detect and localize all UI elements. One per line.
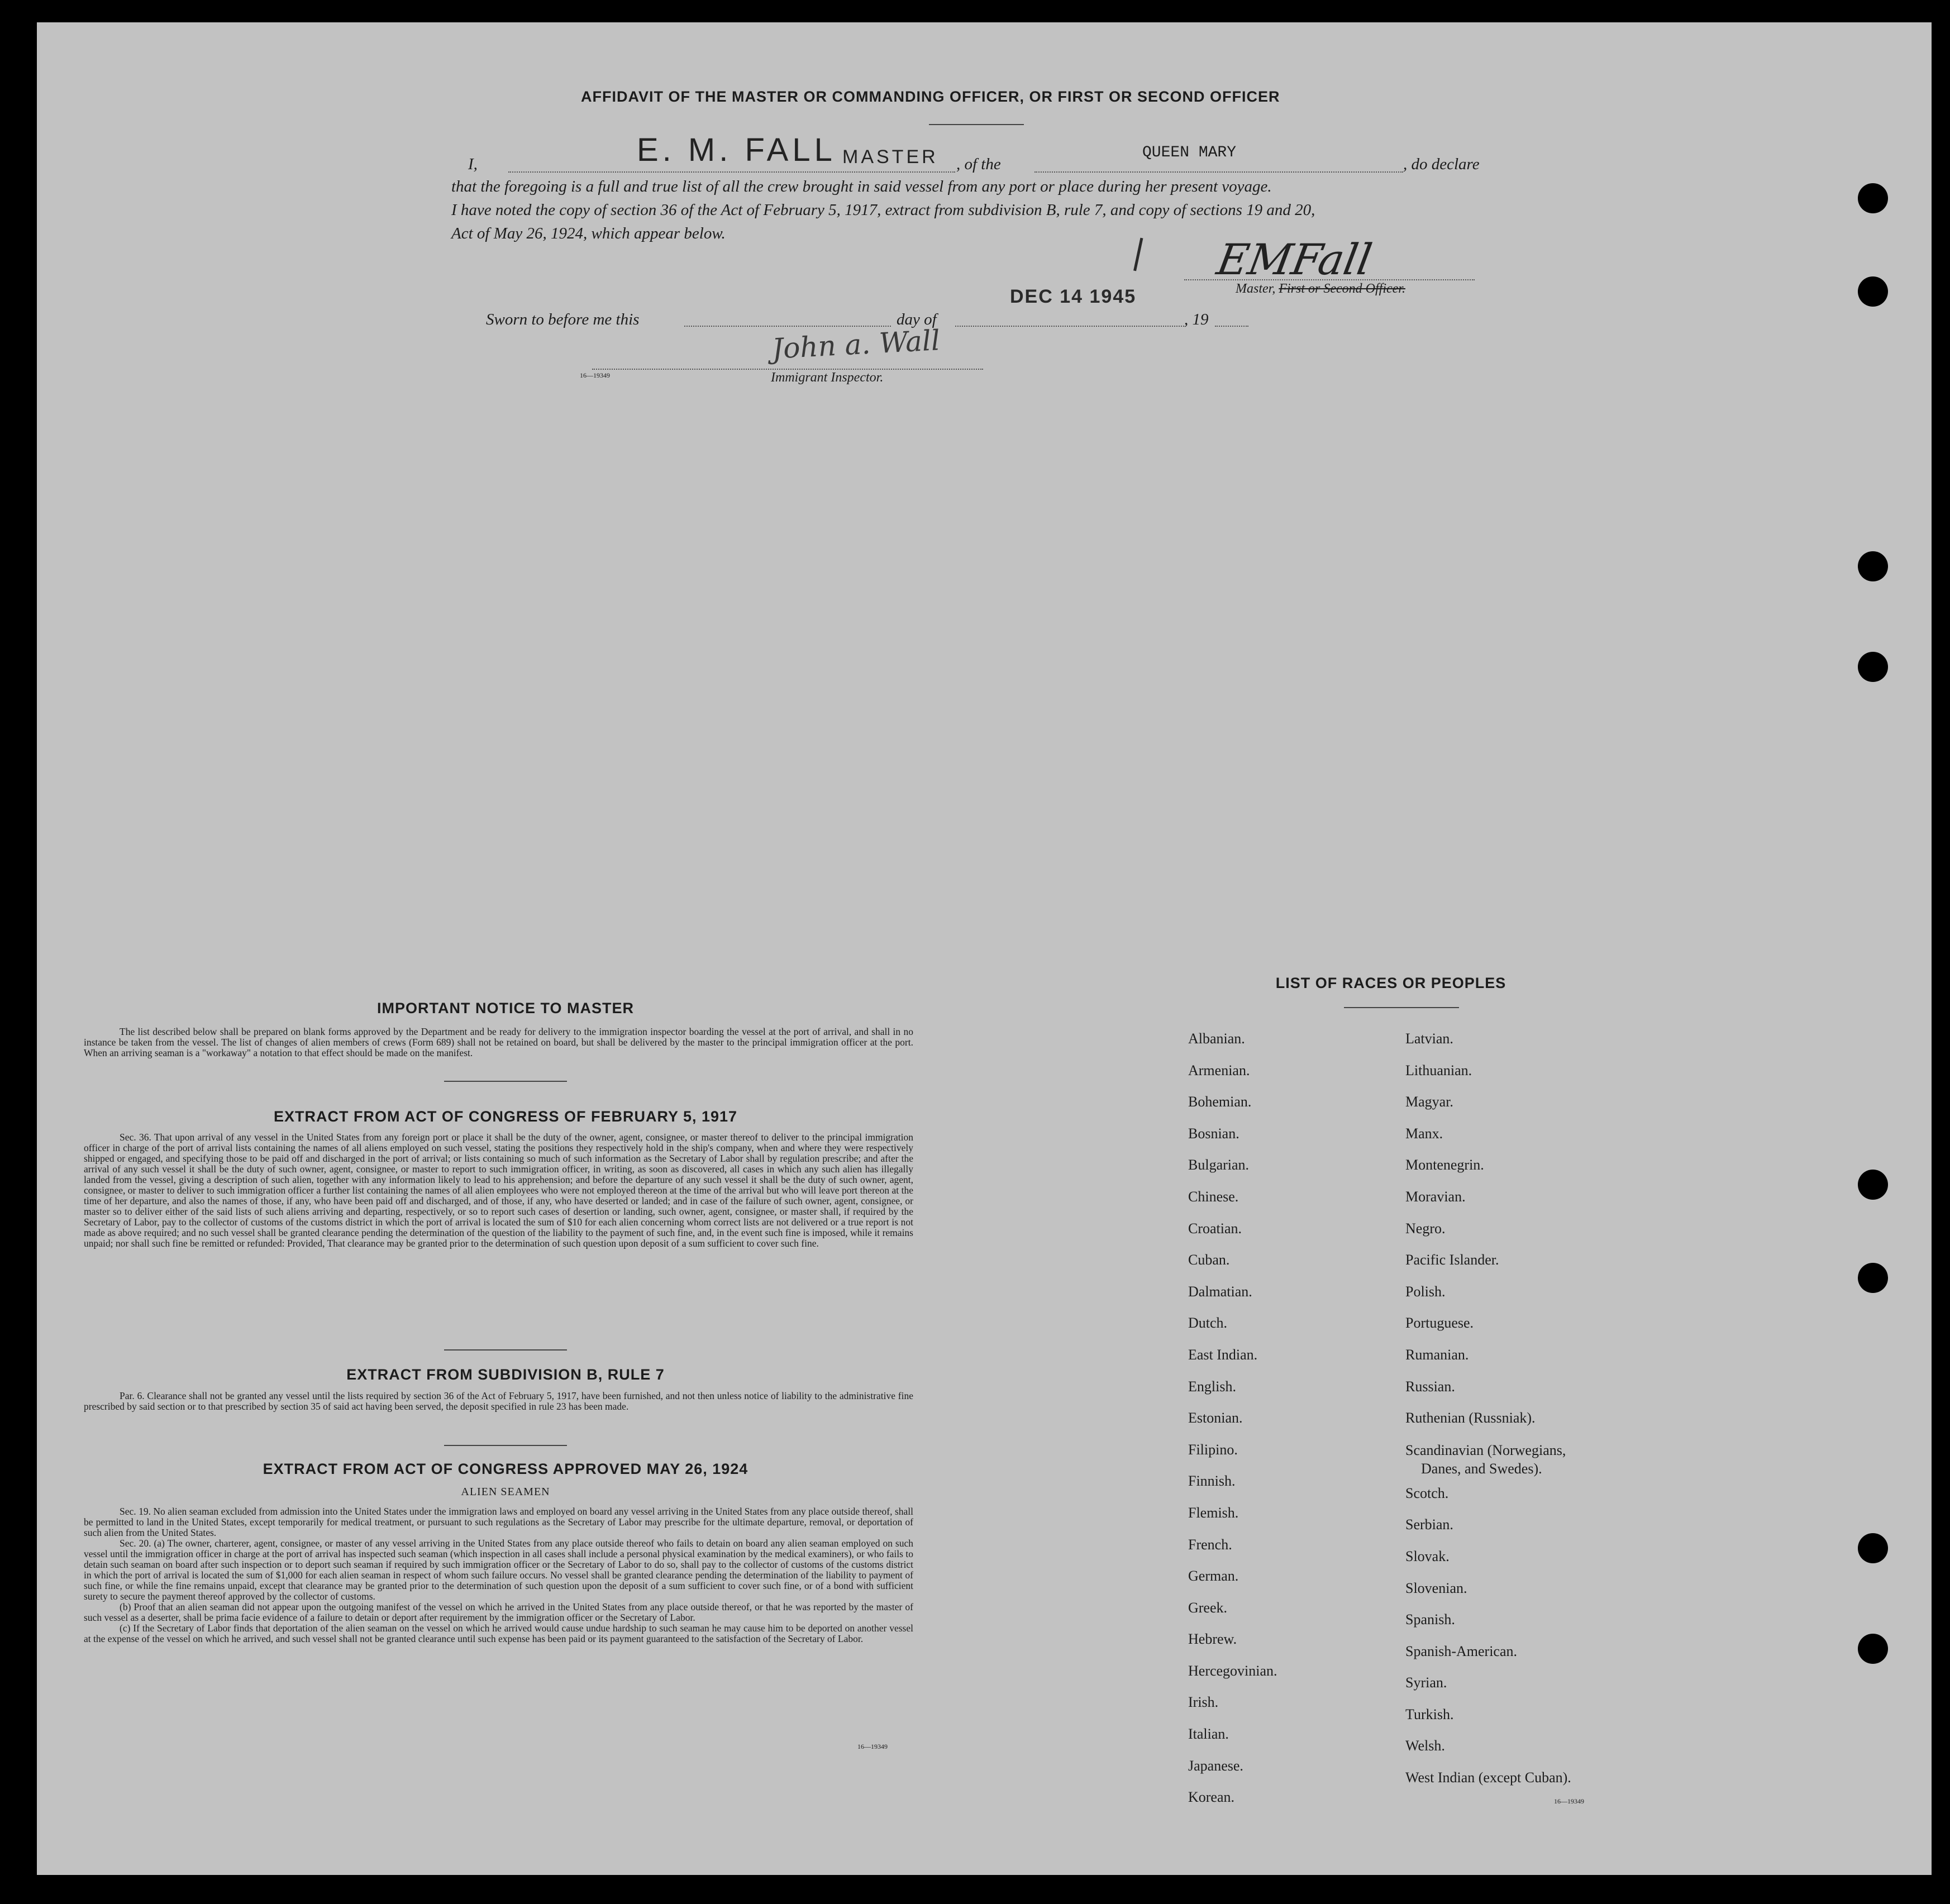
race-item: Syrian. xyxy=(1405,1674,1447,1691)
race-item: Serbian. xyxy=(1405,1516,1453,1533)
sec-20b: (b) Proof that an alien seaman did not appear upon the outgoing manifest of the vessel on which he arrived in the United States from any place outside thereof, or that he was reported by the master of such vessel as a deserter, shall be prima facie evidence of a failure to detain or deport after requirement by the immigration officer or the Secretary of Labor. xyxy=(84,1601,913,1623)
race-item: Slovenian. xyxy=(1405,1579,1467,1596)
race-item: Negro. xyxy=(1405,1220,1446,1237)
race-item: Portuguese. xyxy=(1405,1315,1474,1332)
sworn-day-of: day of xyxy=(897,311,937,328)
punch-hole xyxy=(1858,183,1888,213)
notice-body: The list described below shall be prepared on blank forms approved by the Department and be ready for delivery to the immigration inspector boarding the vessel at the port of arrival, and shall in no instance be taken from the vessel. The list of changes of alien members of crews (Form 689) shall not be retained on board, but shall be delivered by the master to the principal immigration officer at the port. When an arriving seaman is a "workaway" a notation to that effect should be made on the manifest. xyxy=(84,1026,913,1058)
race-item: Italian. xyxy=(1188,1726,1229,1743)
race-item: Estonian. xyxy=(1188,1410,1243,1426)
declaration-line-4: Act of May 26, 1924, which appear below. xyxy=(451,225,726,242)
form-number: 16—19349 xyxy=(580,371,610,379)
master-caption xyxy=(1236,281,1405,297)
race-item: Irish. xyxy=(1188,1694,1219,1711)
race-item: Cuban. xyxy=(1188,1252,1230,1268)
section-rule xyxy=(444,1349,567,1351)
extract-1924-heading: EXTRACT FROM ACT OF CONGRESS APPROVED MAY 26, 1924 xyxy=(263,1461,748,1477)
race-item: Polish. xyxy=(1405,1283,1446,1300)
punch-hole xyxy=(1858,551,1888,581)
race-item: Hebrew. xyxy=(1188,1631,1237,1648)
race-item: Albanian. xyxy=(1188,1030,1245,1047)
race-item: Scotch. xyxy=(1405,1485,1449,1501)
race-item: Ruthenian (Russniak). xyxy=(1405,1410,1536,1426)
affidavit-title: AFFIDAVIT OF THE MASTER OR COMMANDING OFFICER, OR FIRST OR SECOND OFFICER xyxy=(581,88,1280,105)
race-item: Filipino. xyxy=(1188,1441,1238,1458)
race-item: Hercegovinian. xyxy=(1188,1662,1277,1679)
race-item: Danes, and Swedes). xyxy=(1421,1460,1542,1477)
extract-1924-body xyxy=(84,1506,913,1644)
sworn-month-line xyxy=(955,326,1184,327)
race-item: Scandinavian (Norwegians, xyxy=(1405,1442,1566,1458)
race-item: East Indian. xyxy=(1188,1346,1258,1363)
race-item: Korean. xyxy=(1188,1789,1235,1806)
declaration-line-3: I have noted the copy of section 36 of the Act of February 5, 1917, extract from subdivision B, rule 7, and copy of sections 19 and 20, xyxy=(451,201,1315,219)
race-item: Montenegrin. xyxy=(1405,1157,1484,1173)
punch-hole xyxy=(1858,276,1888,307)
race-item: Bohemian. xyxy=(1188,1094,1252,1110)
section-rule xyxy=(444,1081,567,1082)
race-item: Spanish-American. xyxy=(1405,1643,1518,1659)
race-item: Lithuanian. xyxy=(1405,1062,1472,1079)
name-line xyxy=(508,171,955,173)
race-item: Bosnian. xyxy=(1188,1125,1239,1142)
date-stamp: DEC 14 1945 xyxy=(1010,286,1137,307)
inspector-line xyxy=(592,369,983,370)
punch-hole xyxy=(1858,1263,1888,1293)
master-rank: MASTER xyxy=(842,146,938,168)
race-item: Latvian. xyxy=(1405,1030,1453,1047)
sworn-year: , 19 xyxy=(1184,311,1209,328)
sec-20c: (c) If the Secretary of Labor finds that deportation of the alien seaman on the vessel on which he arrived would cause undue hardship to such seaman he may cause him to be deported on another vessel at the expense of the vessel on which he arrived, and such vessel shall not be granted clearance until such expense has been paid or its payment guaranteed to the satisfaction of the Secretary of Labor. xyxy=(84,1623,913,1644)
extract-rule7-body: Par. 6. Clearance shall not be granted any vessel until the lists required by section 36 of the Act of February 5, 1917, have been furnished, and not then unless notice of liability to the administrative fine prescribed by said section or to that prescribed by section 35 of said act having been served, the deposit specified in rule 23 has been made. xyxy=(84,1390,913,1412)
extract-1917-body: Sec. 36. That upon arrival of any vessel in the United States from any foreign port or place it shall be the duty of the owner, agent, consignee, or master thereof to deliver to the principal immigration officer in charge of the port of arrival lists containing the names of all aliens employed on such vessel, stating the positions they respectively hold in the ship's company, when and where they were respectively shipped or engaged, and specifying those to be paid off and discharged in the port of arrival; or lists containing so much of such information as the Secretary of Labor shall by regulation prescribe; and after the arrival of any such vessel it shall be the duty of such owner, agent, consignee, or master to report to such immigration officer, in writing, as soon as discovered, all cases in which any such alien has illegally landed from the vessel, giving a description of such alien, together with any information likely to lead to his apprehension; and before the departure of any such vessel it shall be the duty of such owner, agent, consignee, or master to deliver to such immigration officer a further list containing the names of all alien employees who were not employed thereon at the time of the arrival but who will leave port thereon at the time of her departure, and also the names of those, if any, who have been paid off and discharged, and of those, if any, who have deserted or landed; and in case of the failure of such owner, agent, consignee, or master so to deliver either of the said lists of such aliens arriving and departing, respectively, or so to report such cases of desertion or landing, such owner, agent, consignee, or master shall, if required by the Secretary of Labor, pay to the collector of customs of the customs district in which the port of arrival is located the sum of $10 for each alien concerning whom correct lists are not delivered or a true report is not made as above required; and no such vessel shall be granted clearance pending the determination of the question of the liability to the payment of such fine, and, in the event such fine is imposed, while it remains unpaid; nor shall such fine be remitted or refunded: Provided, That clearance may be granted prior to the determination of such question upon deposit of a sum sufficient to cover such fine. xyxy=(84,1132,913,1249)
race-item: German. xyxy=(1188,1568,1239,1585)
race-item: Greek. xyxy=(1188,1599,1228,1616)
sworn-prefix: Sworn to before me this xyxy=(486,311,640,328)
race-item: West Indian (except Cuban). xyxy=(1405,1769,1571,1786)
declaration-i: I, xyxy=(468,155,478,173)
declaration-do-declare: , do declare xyxy=(1403,155,1480,173)
sworn-year-line xyxy=(1215,326,1248,327)
race-item: Finnish. xyxy=(1188,1473,1236,1490)
race-item: Croatian. xyxy=(1188,1220,1242,1237)
race-item: Japanese. xyxy=(1188,1757,1243,1774)
race-item-multiline xyxy=(1405,1434,1571,1478)
title-rule xyxy=(929,124,1024,125)
race-item: Pacific Islander. xyxy=(1405,1252,1499,1268)
form-number: 16—19349 xyxy=(857,1743,888,1750)
declaration-of-the: , of the xyxy=(956,155,1001,173)
race-item: Armenian. xyxy=(1188,1062,1250,1079)
inspector-caption: Immigrant Inspector. xyxy=(771,370,884,385)
sec-19: Sec. 19. No alien seaman excluded from admission into the United States under the immigration laws and employed on board any vessel arriving in the United States from any place outside thereof, shall be permitted to land in the United States, except temporarily for medical treatment, or pursuant to such regulations as the Secretary of Labor may prescribe for the ultimate departure, removal, or deportation of such alien from the United States. xyxy=(84,1506,913,1538)
sec-20a: Sec. 20. (a) The owner, charterer, agent, consignee, or master of any vessel arriving in the United States from any place outside thereof who fails to detain on board any alien seaman employed on such vessel until the immigration officer in charge at the port of arrival has inspected such seaman (which inspection in all cases shall include a personal physical examination by the medical examiners), or who fails to detain such seaman on board after such inspection or to deport such seaman if required by such immigration officer or the Secretary of Labor to do so, shall pay to the collector of customs of the customs district in which the port of arrival is located the sum of $1,000 for each alien seaman in respect of whom such failure occurs. No vessel shall be granted clearance pending the determination of the liability to payment of such fine, or while the fine remains unpaid, except that clearance may be granted prior to the determination of such question upon the deposit of a sum sufficient to cover such fine, or of a bond with sufficient surety to secure the payment thereof approved by the collector of customs. xyxy=(84,1538,913,1602)
punch-hole xyxy=(1858,1634,1888,1664)
vessel-line xyxy=(1034,171,1403,173)
punch-hole xyxy=(1858,1533,1888,1563)
races-right-column xyxy=(1405,1023,1571,1794)
race-item: Bulgarian. xyxy=(1188,1157,1250,1173)
race-item: Manx. xyxy=(1405,1125,1443,1142)
race-item: Dalmatian. xyxy=(1188,1283,1252,1300)
race-item: Moravian. xyxy=(1405,1188,1466,1205)
master-caption-struck: First or Second Officer. xyxy=(1279,281,1405,296)
master-signature: EMFall xyxy=(1213,235,1376,284)
extract-1917-heading: EXTRACT FROM ACT OF CONGRESS OF FEBRUARY 5, 1917 xyxy=(273,1108,738,1125)
vessel-name: QUEEN MARY xyxy=(1142,144,1237,161)
races-heading: LIST OF RACES OR PEOPLES xyxy=(1275,975,1506,991)
race-item: Magyar. xyxy=(1405,1094,1453,1110)
race-item: Turkish. xyxy=(1405,1706,1454,1722)
race-item: Rumanian. xyxy=(1405,1346,1469,1363)
notice-heading: IMPORTANT NOTICE TO MASTER xyxy=(377,1000,634,1017)
master-name: E. M. FALL xyxy=(637,132,836,168)
extract-rule7-heading: EXTRACT FROM SUBDIVISION B, RULE 7 xyxy=(346,1366,665,1383)
form-number: 16—19349 xyxy=(1554,1797,1584,1805)
race-item: Slovak. xyxy=(1405,1548,1450,1564)
race-item: English. xyxy=(1188,1378,1236,1395)
race-item: Dutch. xyxy=(1188,1315,1228,1332)
race-item: Chinese. xyxy=(1188,1188,1239,1205)
signature-line xyxy=(1184,279,1475,280)
inspector-signature: John a. Wall xyxy=(771,324,941,365)
sworn-day-line xyxy=(684,326,891,327)
punch-hole xyxy=(1858,652,1888,682)
race-item: French. xyxy=(1188,1536,1232,1553)
race-item: Russian. xyxy=(1405,1378,1455,1395)
alien-seamen-subheading: ALIEN SEAMEN xyxy=(461,1486,550,1498)
race-item: Spanish. xyxy=(1405,1611,1455,1628)
race-item: Welsh. xyxy=(1405,1738,1445,1754)
punch-hole xyxy=(1858,1170,1888,1200)
master-caption-plain: Master, xyxy=(1236,281,1276,296)
race-item: Flemish. xyxy=(1188,1504,1239,1521)
races-left-column xyxy=(1188,1023,1277,1814)
section-rule xyxy=(444,1445,567,1446)
races-rule xyxy=(1344,1007,1459,1008)
declaration-line-2: that the foregoing is a full and true list of all the crew brought in said vessel from any port or place during her present voyage. xyxy=(451,178,1272,195)
